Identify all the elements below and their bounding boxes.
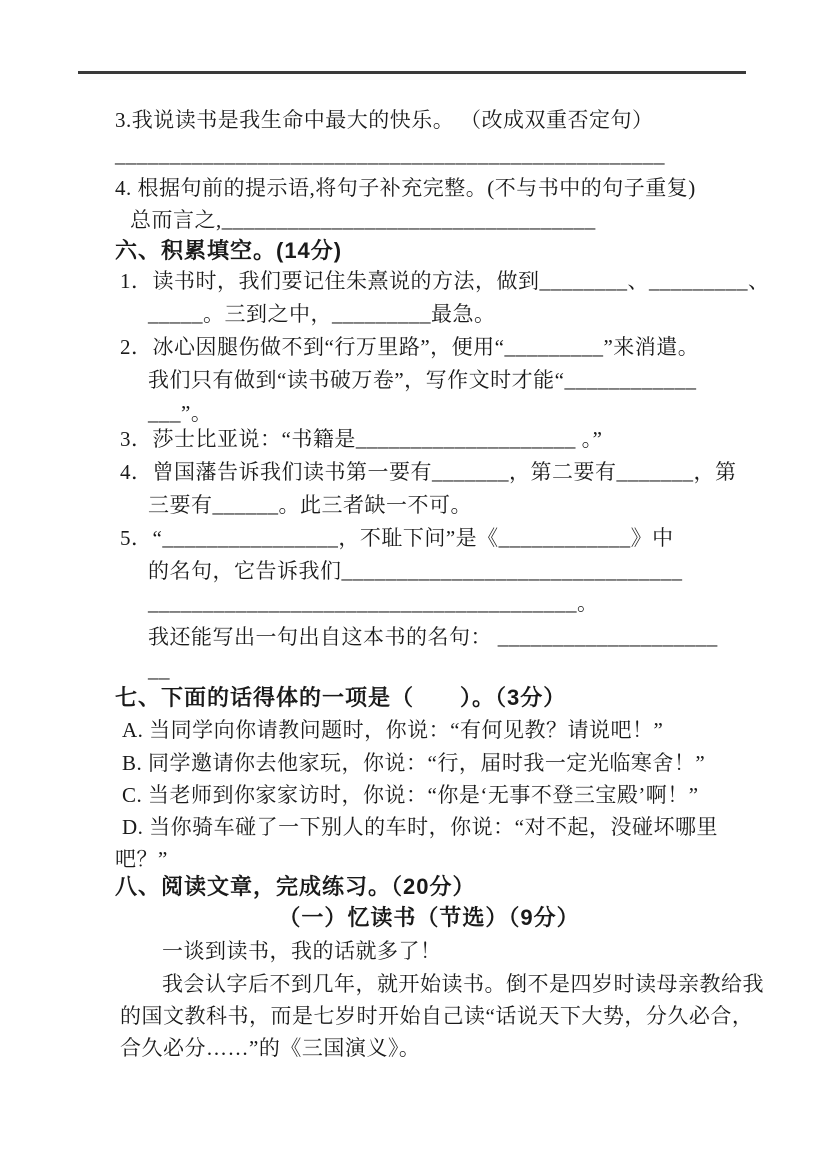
s6-item-5-line-2: 的名句，它告诉我们_______________________________ — [148, 559, 683, 583]
passage-title: （一）忆读书（节选）（9分） — [278, 905, 580, 930]
option-c: C. 当老师到你家家访时，你说：“你是‘无事不登三宝殿’啊！” — [122, 783, 699, 807]
section-6-heading: 六、积累填空。(14分) — [115, 238, 343, 263]
passage-paragraph-2-line-1: 我会认字后不到几年，就开始读书。倒不是四岁时读母亲教给我 — [162, 972, 764, 996]
s6-item-4-line-2: 三要有______。此三者缺一不可。 — [148, 493, 472, 517]
s6-item-2-line-3: ___”。 — [148, 401, 213, 425]
s6-item-2-line-2: 我们只有做到“读书破万卷”，写作文时才能“____________ — [148, 368, 697, 392]
section-8-heading: 八、阅读文章，完成练习。（20分） — [115, 874, 476, 899]
option-d-line-2: 吧？” — [115, 847, 168, 871]
passage-paragraph-2-line-2: 的国文教科书，而是七岁时开始自己读“话说天下大势，分久必合， — [120, 1004, 754, 1028]
top-divider — [78, 71, 746, 74]
s6-item-2-line-1: 2．冰心因腿伤做不到“行万里路”，便用“_________”来消遣。 — [120, 335, 700, 359]
option-d-line-1: D. 当你骑车碰了一下别人的车时，你说：“对不起，没碰坏哪里 — [122, 815, 718, 839]
s6-item-5-line-3: _______________________________________。 — [148, 591, 599, 615]
s6-item-1-line-1: 1．读书时，我们要记住朱熹说的方法，做到________、_________、 — [120, 269, 770, 293]
question-4-answer-blank: 总而言之,__________________________________ — [130, 208, 596, 232]
question-3-answer-blank: __________________________________________________ — [115, 143, 665, 167]
s6-item-1-line-2: _____。三到之中，_________最急。 — [148, 302, 496, 326]
s6-item-4-line-1: 4．曾国藩告诉我们读书第一要有_______，第二要有_______，第 — [120, 460, 737, 484]
section-7-heading: 七、下面的话得体的一项是（ ）。（3分） — [115, 685, 567, 710]
option-b: B. 同学邀请你去他家玩，你说：“行，届时我一定光临寒舍！” — [122, 751, 706, 775]
question-4: 4. 根据句前的提示语,将句子补充完整。(不与书中的句子重复) — [115, 176, 696, 200]
s6-item-5-line-1: 5．“________________，不耻下问”是《____________》中 — [120, 526, 674, 550]
passage-paragraph-2-line-3: 合久必分……”的《三国演义》。 — [120, 1036, 421, 1060]
s6-item-3: 3．莎士比亚说：“书籍是____________________ 。” — [120, 427, 603, 451]
option-a: A. 当同学向你请教问题时，你说：“有何见教？请说吧！” — [122, 718, 664, 742]
question-3: 3.我说读书是我生命中最大的快乐。 （改成双重否定句） — [115, 108, 654, 132]
passage-paragraph-1: 一谈到读书，我的话就多了！ — [162, 939, 442, 963]
s6-item-5-line-4: 我还能写出一句出自这本书的名句： ____________________ — [148, 625, 718, 649]
s6-item-5-line-5: __ — [148, 658, 170, 682]
